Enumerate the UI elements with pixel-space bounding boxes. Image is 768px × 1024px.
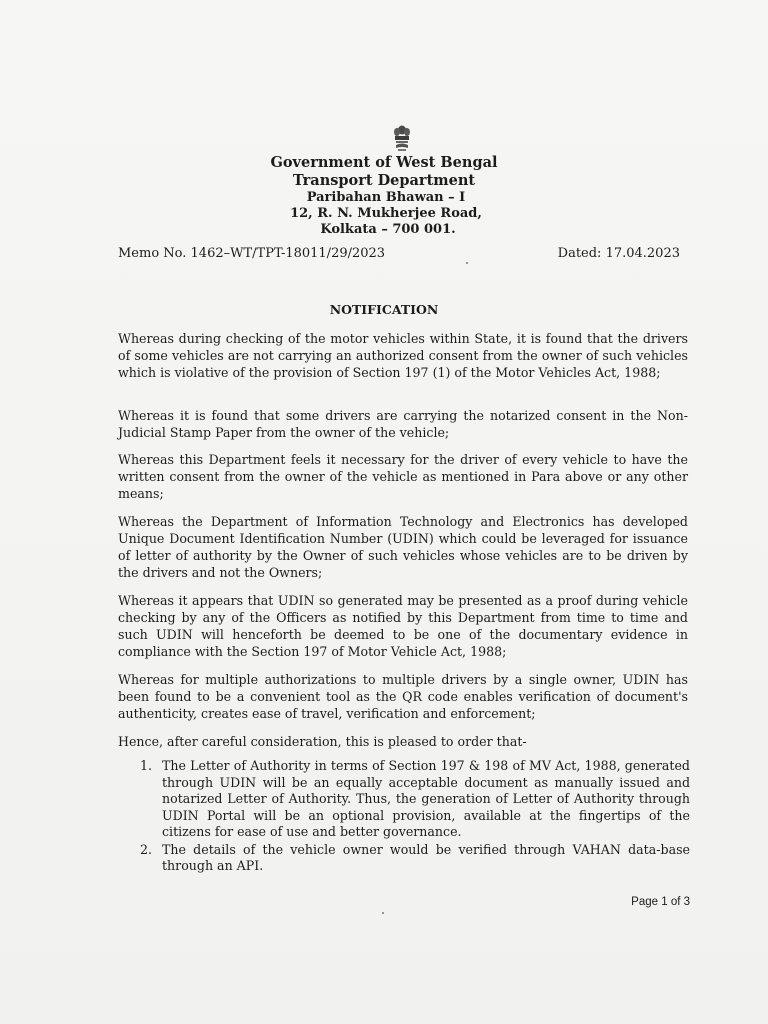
header-city: Kolkata – 700 001. (320, 222, 456, 237)
scan-speck (382, 912, 384, 914)
header-government: Government of West Bengal (270, 154, 498, 171)
order-list (140, 758, 690, 876)
list-item-text: The details of the vehicle owner would be verified through VAHAN data-base through an API. (162, 841, 690, 873)
paragraph: Whereas for multiple authorizations to multiple drivers by a single owner, UDIN has been found to be a convenient tool as the QR code enables verification of document's authenticity, creates ease of travel, verification and enforcement; (118, 672, 688, 721)
paragraph: Whereas it appears that UDIN so generated may be presented as a proof during vehicle checking by any of the Officers as notified by this Department from time to time and such UDIN will henceforth be deemed to be one of the documentary evidence in compliance with the Section 197 of Motor Vehicle Act, 1988; (118, 593, 688, 659)
state-emblem-icon (391, 124, 413, 154)
notification-title: NOTIFICATION (329, 302, 439, 317)
header-street: 12, R. N. Mukherjee Road, (290, 206, 482, 221)
list-item-text: The Letter of Authority in terms of Section 197 & 198 of MV Act, 1988, generated through UDIN will be an equally acceptable document as manually issued and notarized Letter of Authority. Thus, the generation of Letter of Authority through UDIN Portal will be an optional provision, available at the fingertips of the citizens for ease of use and better governance. (162, 758, 690, 839)
paragraph: Hence, after careful consideration, this is pleased to order that- (118, 734, 527, 749)
scan-speck (466, 262, 468, 264)
memo-date: Dated: 17.04.2023 (557, 246, 680, 261)
list-item-number: 2. (140, 841, 153, 857)
memo-number: Memo No. 1462–WT/TPT-18011/29/2023 (118, 246, 386, 261)
paragraph: Whereas during checking of the motor vehicles within State, it is found that the drivers of some vehicles are not carrying an authorized consent from the owner of such vehicles which is violative of the provision of Section 197 (1) of the Motor Vehicles Act, 1988; (118, 331, 688, 380)
paragraph: Whereas it is found that some drivers are carrying the notarized consent in the Non-Judicial Stamp Paper from the owner of the vehicle; (118, 408, 688, 440)
paragraph: Whereas this Department feels it necessary for the driver of every vehicle to have the written consent from the owner of the vehicle as mentioned in Para above or any other means; (118, 452, 688, 501)
list-item (140, 758, 690, 841)
list-item-number: 1. (140, 758, 153, 773)
paragraph: Whereas the Department of Information Technology and Electronics has developed Unique Document Identification Number (UDIN) which could be leveraged for issuance of letter of authority by the Owner of such vehicles whose vehicles are to be driven by the drivers and not the Owners; (118, 514, 688, 580)
page-number: Page 1 of 3 (631, 896, 690, 908)
list-item (140, 842, 690, 875)
header-department: Transport Department (292, 172, 476, 189)
header-building: Paribahan Bhawan – I (306, 190, 466, 205)
